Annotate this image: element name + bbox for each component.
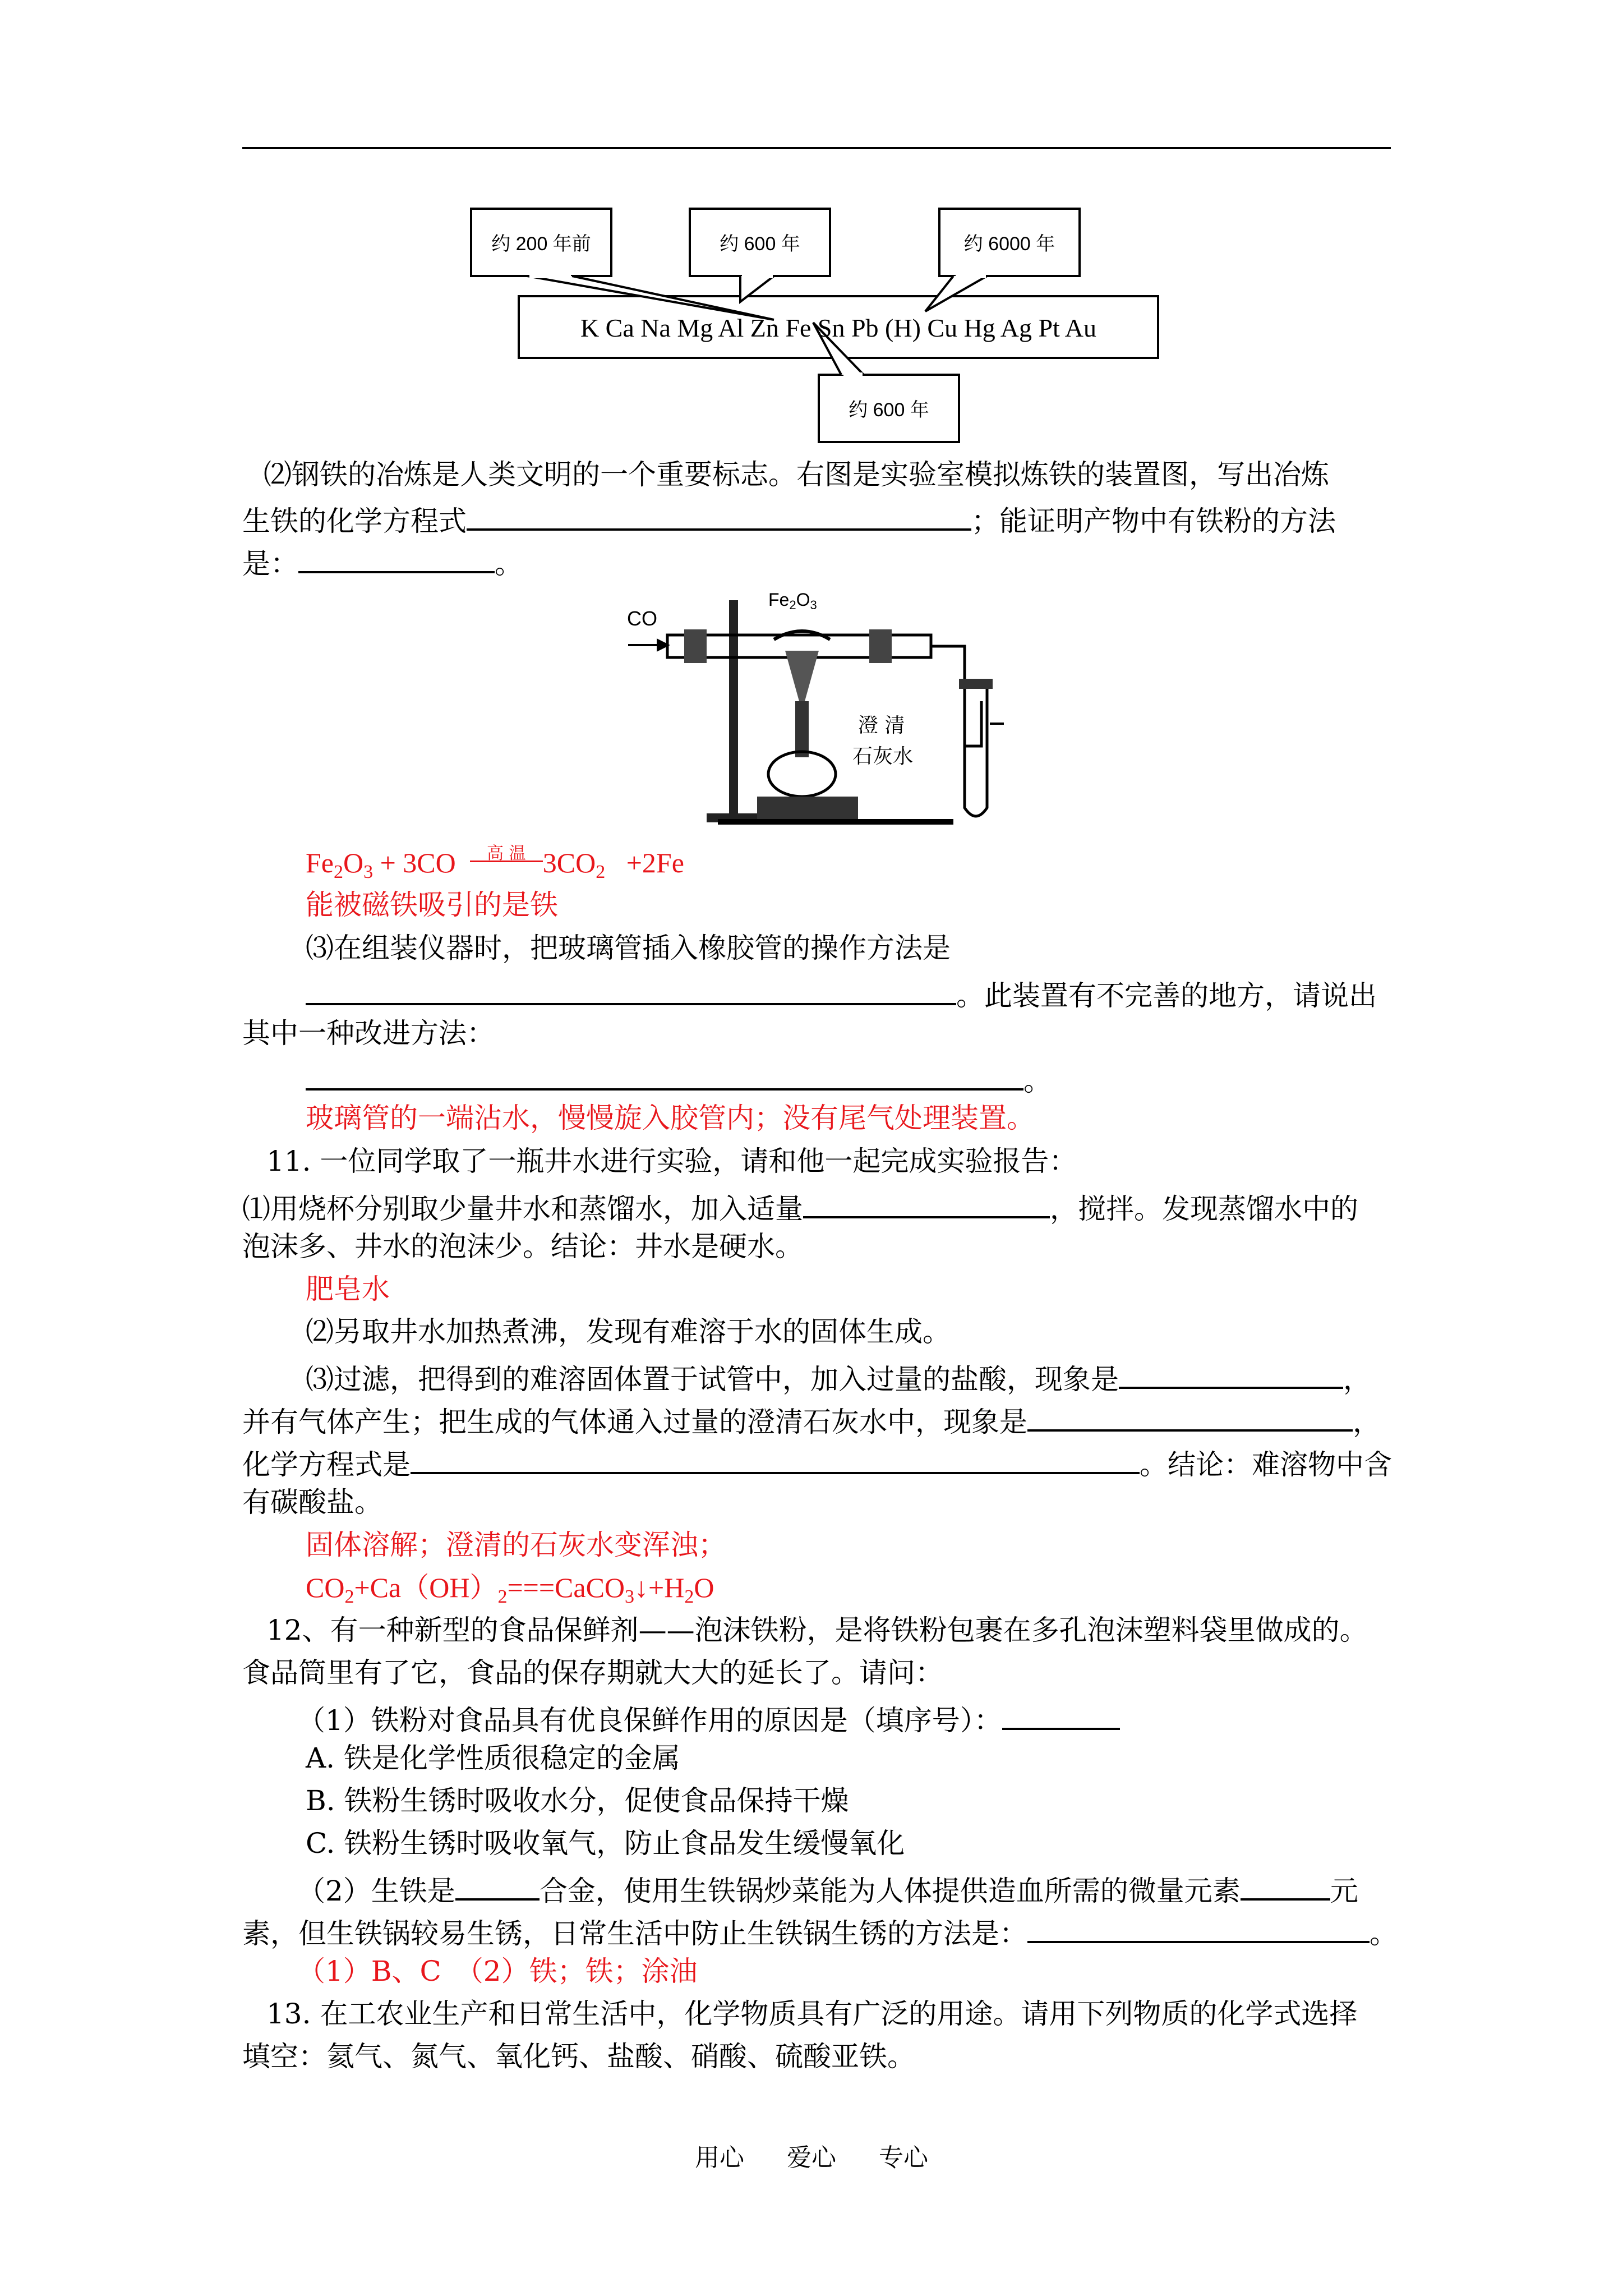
q12-option-c: C. 铁粉生锈时吸收氧气，防止食品发生缓慢氧化	[306, 1827, 905, 1860]
q11-step2: ⑵另取井水加热煮沸，发现有难溶于水的固体生成。	[306, 1315, 951, 1348]
limewater-label-2: 石灰水	[852, 745, 914, 768]
q11-step3-equation: 化学方程式是 。结论：难溶物中含	[242, 1443, 1392, 1481]
q12-part2: （2）生铁是 合金，使用生铁锅炒菜能为人体提供造血所需的微量元素 元	[297, 1869, 1358, 1908]
q10-2-line1: ⑵钢铁的冶炼是人类文明的一个重要标志。右图是实验室模拟炼铁的装置图，写出冶炼	[264, 458, 1329, 491]
q11-answer3b: $CO_2+Ca(OH)_2===CaCO_3↓+H_2O$	[306, 1572, 714, 1607]
callout-200-years: 约 200 年前	[491, 233, 591, 255]
q12-answer: （1）B、C （2）铁；铁；涂油	[297, 1955, 698, 1987]
q12-option-a: A. 铁是化学性质很稳定的金属	[306, 1742, 680, 1774]
q11-step1-cont: 泡沫多、井水的泡沫少。结论：井水是硬水。	[242, 1230, 803, 1263]
answer-blank[interactable]	[1119, 1358, 1343, 1389]
answer-blank[interactable]	[1002, 1699, 1120, 1730]
q11-step3-cont: 并有气体产生；把生成的气体通入过量的澄清石灰水中，现象是 ，	[242, 1400, 1381, 1439]
q10-2-line3: 是： 。	[242, 542, 523, 581]
q12-title-b: 食品筒里有了它，食品的保存期就大大的延长了。请问：	[242, 1657, 943, 1689]
answer-blank[interactable]	[1027, 1400, 1353, 1432]
q11-title: 11. 一位同学取了一瓶井水进行实验，请和他一起完成实验报告：	[266, 1145, 1077, 1177]
answer-blank[interactable]	[411, 1443, 1140, 1474]
limewater-label-1: 澄 清	[858, 714, 905, 737]
page-footer: 用心 爱心 专心	[695, 2143, 928, 2172]
header-rule	[242, 147, 1391, 149]
iron-smelting-apparatus	[617, 589, 1021, 830]
q10-3-line2: 。此装置有不完善的地方，请说出	[306, 974, 1377, 1013]
callout-6000-years: 约 6000 年	[963, 233, 1055, 255]
q11-step3-conclusion: 有碳酸盐。	[242, 1486, 382, 1519]
answer-blank[interactable]	[306, 1059, 1023, 1091]
q11-answer1: 肥皂水	[306, 1273, 390, 1305]
answer-blank[interactable]	[467, 499, 971, 531]
answer-equation: $Fe_2O_3 + 3CO$ 高 温 $3CO_2 +2Fe$	[306, 844, 684, 882]
q10-2-line2: 生铁的化学方程式 ；能证明产物中有铁粉的方法	[242, 499, 1336, 538]
q11-step3: ⑶过滤，把得到的难溶固体置于试管中，加入过量的盐酸，现象是 ，	[306, 1358, 1371, 1396]
callout-600-years-top: 约 600 年	[720, 233, 800, 255]
metal-activity-diagram	[460, 202, 1166, 454]
answer-blank[interactable]	[1241, 1869, 1330, 1901]
q10-3-line1: ⑶在组装仪器时，把玻璃管插入橡胶管的操作方法是	[306, 932, 951, 964]
q11-step1: ⑴用烧杯分别取少量井水和蒸馏水，加入适量 ，搅拌。发现蒸馏水中的	[242, 1187, 1358, 1226]
q12-title-a: 12、有一种新型的食品保鲜剂——泡沫铁粉，是将铁粉包裹在多孔泡沫塑料袋里做成的。	[266, 1614, 1368, 1646]
q13-line1: 13. 在工农业生产和日常生活中，化学物质具有广泛的用途。请用下列物质的化学式选择	[266, 1998, 1358, 2030]
q10-3-line3: 其中一种改进方法：	[242, 1017, 495, 1050]
fe2o3-label: Fe2O3	[768, 590, 817, 612]
q11-answer3a: 固体溶解；澄清的石灰水变浑浊；	[306, 1529, 726, 1561]
q12-part1: （1）铁粉对食品具有优良保鲜作用的原因是（填序号）：	[297, 1699, 1120, 1737]
answer-iron-magnet: 能被磁铁吸引的是铁	[306, 889, 558, 921]
callout-600-years-bottom: 约 600 年	[849, 399, 929, 421]
answer-blank[interactable]	[298, 542, 495, 573]
q10-3-answer: 玻璃管的一端沾水，慢慢旋入胶管内；没有尾气处理装置。	[306, 1102, 1035, 1134]
answer-blank[interactable]	[455, 1869, 540, 1901]
q13-line2: 填空：氦气、氮气、氧化钙、盐酸、硝酸、硫酸亚铁。	[242, 2040, 915, 2073]
co-label: CO	[627, 607, 657, 630]
q12-part2-cont: 素，但生铁锅较易生锈，日常生活中防止生铁锅生锈的方法是： 。	[242, 1912, 1398, 1950]
answer-blank[interactable]	[803, 1187, 1050, 1218]
metal-series-text: K Ca Na Mg Al Zn Fe Sn Pb (H) Cu Hg Ag Pt Au	[580, 314, 1097, 342]
q12-option-b: B. 铁粉生锈时吸收水分，促使食品保持干燥	[306, 1784, 849, 1817]
q10-3-line4: 。	[306, 1059, 1052, 1098]
answer-blank[interactable]	[306, 974, 956, 1005]
answer-blank[interactable]	[1027, 1912, 1370, 1943]
